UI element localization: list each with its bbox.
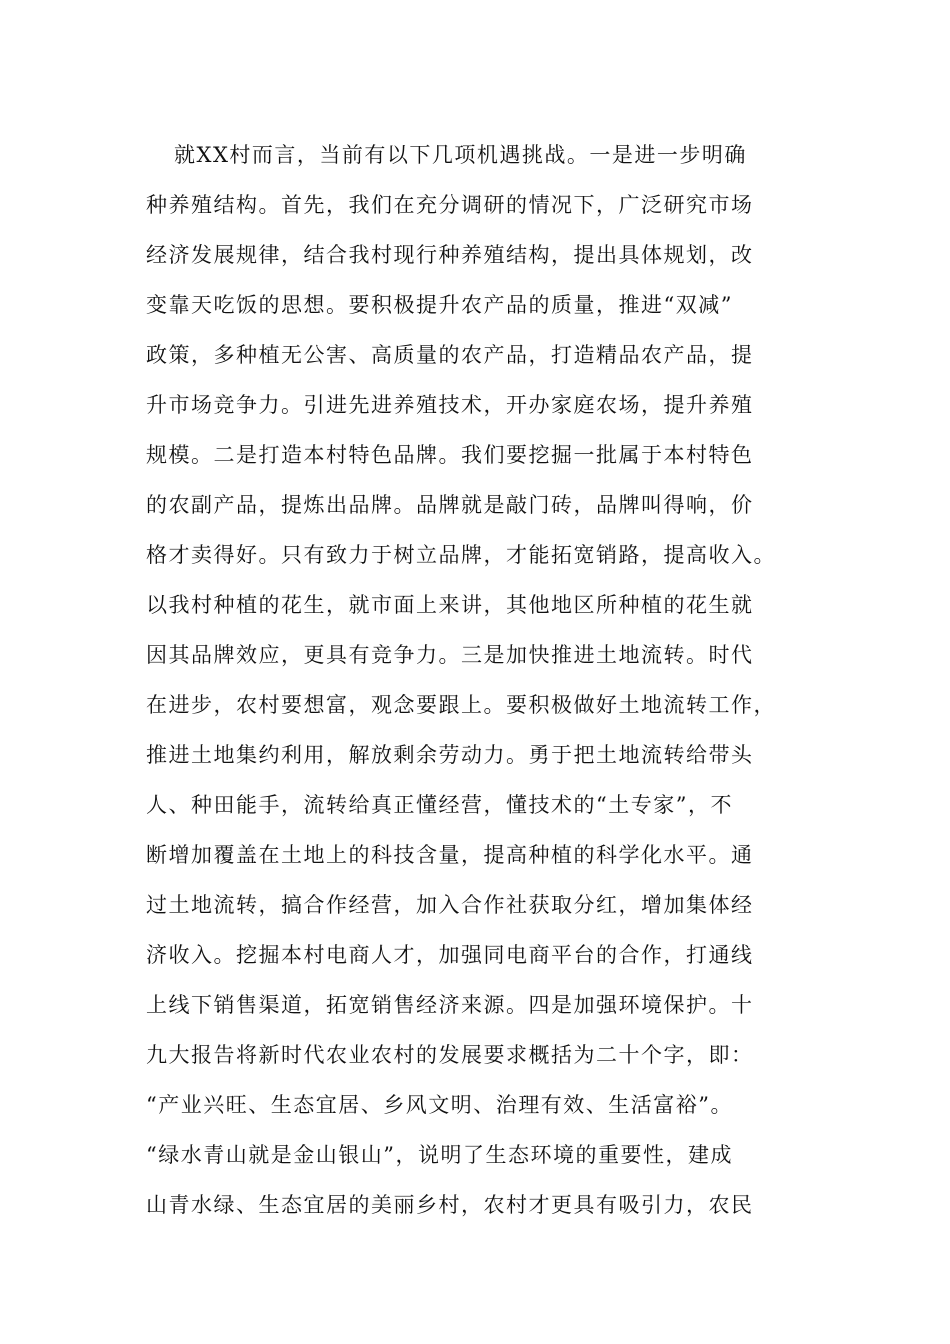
paragraph-line: “产业兴旺、生态宜居、乡风文明、治理有效、生活富裕”。 <box>146 1093 733 1117</box>
paragraph-line: “绿水青山就是金山银山”，说明了生态环境的重要性，建成 <box>146 1143 733 1167</box>
paragraph-line: 断增加覆盖在土地上的科技含量，提高种植的科学化水平。通 <box>146 843 754 867</box>
paragraph-line: 上线下销售渠道，拓宽销售经济来源。四是加强环境保护。十 <box>146 993 754 1017</box>
paragraph-line: 过土地流转，搞合作经营，加入合作社获取分红，增加集体经 <box>146 893 754 917</box>
paragraph-line: 格才卖得好。只有致力于树立品牌，才能拓宽销路，提高收入。 <box>146 543 776 567</box>
paragraph-line: 济收入。挖掘本村电商人才，加强同电商平台的合作，打通线 <box>146 943 754 967</box>
paragraph-line: 九大报告将新时代农业农村的发展要求概括为二十个字，即： <box>146 1043 754 1067</box>
body-paragraph <box>146 130 806 1230</box>
paragraph-line: 在进步，农村要想富，观念要跟上。要积极做好土地流转工作， <box>146 693 776 717</box>
paragraph-line: 升市场竞争力。引进先进养殖技术，开办家庭农场，提升养殖 <box>146 393 754 417</box>
paragraph-line: 山青水绿、生态宜居的美丽乡村，农村才更具有吸引力，农民 <box>146 1193 754 1217</box>
paragraph-line: 人、种田能手，流转给真正懂经营，懂技术的“土专家”，不 <box>146 793 733 817</box>
paragraph-line: 种养殖结构。首先，我们在充分调研的情况下，广泛研究市场 <box>146 193 754 217</box>
paragraph-line: 的农副产品，提炼出品牌。品牌就是敲门砖，品牌叫得响，价 <box>146 493 754 517</box>
paragraph-line: 规模。二是打造本村特色品牌。我们要挖掘一批属于本村特色 <box>146 443 754 467</box>
paragraph-line: 因其品牌效应，更具有竞争力。三是加快推进土地流转。时代 <box>146 643 754 667</box>
paragraph-line: 推进土地集约利用，解放剩余劳动力。勇于把土地流转给带头 <box>146 743 754 767</box>
paragraph-line: 政策，多种植无公害、高质量的农产品，打造精品农产品，提 <box>146 343 754 367</box>
paragraph-line: 经济发展规律，结合我村现行种养殖结构，提出具体规划，改 <box>146 243 754 267</box>
paragraph-line: 就XX村而言，当前有以下几项机遇挑战。一是进一步明确 <box>174 143 747 167</box>
paragraph-line: 变靠天吃饭的思想。要积极提升农产品的质量，推进“双减” <box>146 293 733 317</box>
paragraph-line: 以我村种植的花生，就市面上来讲，其他地区所种植的花生就 <box>146 593 754 617</box>
